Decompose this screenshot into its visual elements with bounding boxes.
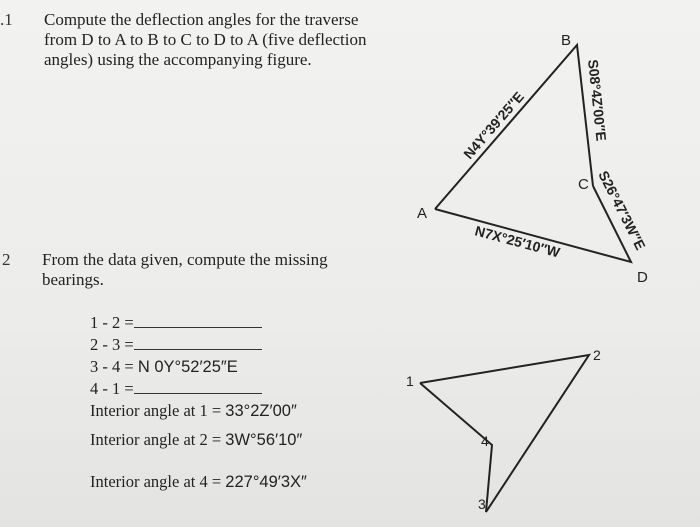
problem-1-line-1: Compute the deflection angles for the traverse — [44, 10, 359, 29]
problem-2-line-1: From the data given, compute the missing — [42, 250, 328, 269]
label-a: A — [417, 205, 428, 222]
problem-1-line-3: angles) using the accompanying figure. — [44, 50, 312, 69]
point-1-label: 1 — [406, 373, 414, 389]
problem-1-line-2: from D to A to B to C to D to A (five deflection — [44, 30, 367, 49]
label-c: C — [578, 176, 589, 193]
bearing-cd-label: S26°47′3W″E — [595, 168, 649, 253]
label-b: B — [561, 32, 572, 49]
interior-angle-4-value: 227°49′3X″ — [225, 473, 307, 491]
interior-angle-4-label: Interior angle at 4 = — [90, 472, 226, 491]
traverse-figure-1 — [417, 32, 649, 286]
interior-angle-1-label: Interior angle at 1 = — [90, 401, 226, 420]
traverse-figure-2 — [406, 347, 601, 512]
interior-angle-2-value: 3W°56′10″ — [225, 431, 303, 449]
traverse-1-line-abc — [435, 45, 593, 209]
problem-1-number: .1 — [0, 10, 13, 29]
point-4-label: 4 — [481, 433, 489, 449]
point-3-label: 3 — [478, 496, 486, 512]
traverse-2-outline — [420, 355, 589, 512]
problem-2-line-2: bearings. — [42, 270, 104, 289]
point-2-label: 2 — [593, 347, 601, 363]
bearing-bc-label: S08°4Z′00″E — [585, 58, 610, 142]
interior-angle-1-value: 33°2Z′00″ — [225, 402, 297, 420]
problem-2-number: 2 — [2, 250, 11, 269]
bearing-da-label: N7X°25′10″W — [473, 222, 562, 261]
bearing-4-1-label: 4 - 1 = — [90, 379, 134, 398]
bearing-ab-label: N4Y°39′25″E — [460, 88, 527, 162]
bearing-3-4-value: N 0Y°52′25″E — [137, 358, 238, 376]
bearing-2-3-label: 2 - 3 = — [90, 335, 134, 354]
label-d: D — [637, 269, 648, 286]
bearing-3-4-label: 3 - 4 = — [90, 357, 138, 376]
bearing-1-2-label: 1 - 2 = — [90, 313, 134, 332]
interior-angle-2-label: Interior angle at 2 = — [90, 430, 226, 449]
